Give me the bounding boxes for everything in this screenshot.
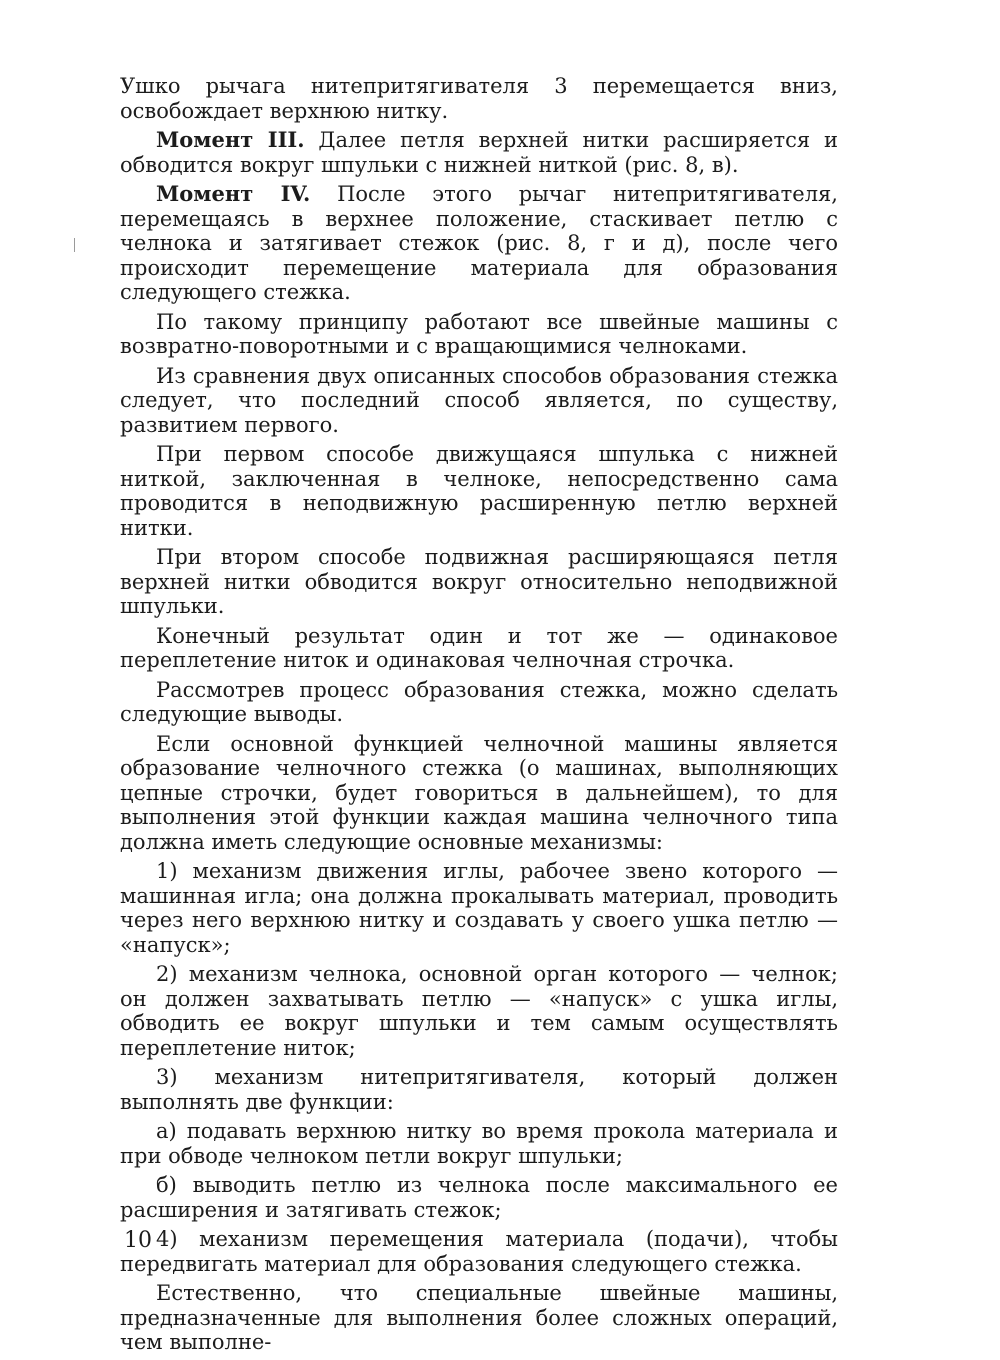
list-item-4: [120, 1227, 838, 1276]
list-item-1: [120, 859, 838, 957]
paragraph-text: Конечный результат один и тот же — одинаковое переплетение ниток и одинаковая челночная строчка.: [120, 623, 838, 672]
paragraph-moment-4: [120, 182, 838, 305]
paragraph-text: Рассмотрев процесс образования стежка, можно сделать следующие выводы.: [120, 677, 838, 726]
paragraph-text: 2) механизм челнока, основной орган которого — челнок; он должен захватывать петлю — «напуск» с ушка иглы, обводить ее вокруг шпульки и тем самым осуществлять переплетение ниток;: [120, 962, 838, 1060]
paragraph-text: б) выводить петлю из челнока после максимального ее расширения и затягивать стежок;: [120, 1173, 838, 1222]
paragraph-4: [120, 364, 838, 438]
paragraph-text: Из сравнения двух описанных способов образования стежка следует, что последний способ является, по существу, развитием первого.: [120, 363, 838, 437]
paragraph-moment-3: [120, 128, 838, 177]
list-subitem-a: [120, 1119, 838, 1168]
paragraph-text: После этого рычаг нитепритягивателя, перемещаясь в верхнее положение, стаскивает петлю с челнока и затягивает стежок (рис. 8, г и д), после чего происходит перемещение материала для образования следующего стежка.: [120, 182, 838, 304]
paragraph-5: [120, 442, 838, 540]
paragraph-0: [120, 74, 838, 123]
paragraph-text: а) подавать верхнюю нитку во время прокола материала и при обводе челноком петли вокруг шпульки;: [120, 1119, 838, 1168]
paragraph-text: Ушко рычага нитепритягивателя 3 перемещается вниз, освобождает верхнюю нитку.: [120, 74, 838, 123]
page-body: [120, 74, 838, 1360]
paragraph-16: [120, 1281, 838, 1355]
paragraph-text: Если основной функцией челночной машины является образование челночного стежка (о машинах, выполняющих цепные строчки, будет говориться в дальнейшем), то для выполнения этой функции каждая машина челночного типа должна иметь следующие основные механизмы:: [120, 731, 838, 854]
paragraph-lead: Момент IV.: [156, 181, 311, 206]
paragraph-text: 4) механизм перемещения материала (подачи), чтобы передвигать материал для образования следующего стежка.: [120, 1227, 838, 1276]
list-item-3: [120, 1065, 838, 1114]
paragraph-text: 1) механизм движения иглы, рабочее звено которого — машинная игла; она должна прокалывать материал, проводить через него верхнюю нитку и создавать у своего ушка петлю — «напуск»;: [120, 859, 838, 957]
paragraph-lead: Момент III.: [156, 127, 305, 152]
paragraph-8: [120, 678, 838, 727]
paragraph-text: Естественно, что специальные швейные машины, предназначенные для выполнения более сложных операций, чем выполне-: [120, 1281, 838, 1354]
paragraph-7: [120, 624, 838, 673]
margin-mark: [74, 238, 75, 252]
paragraph-text: По такому принципу работают все швейные машины с возвратно-поворотными и с вращающимися челноками.: [120, 309, 838, 358]
list-subitem-b: [120, 1173, 838, 1222]
paragraph-6: [120, 545, 838, 619]
paragraph-text: При первом способе движущаяся шпулька с нижней ниткой, заключенная в челноке, непосредственно сама проводится в неподвижную расширенную петлю верхней нитки.: [120, 442, 838, 540]
paragraph-9: [120, 732, 838, 855]
list-item-2: [120, 962, 838, 1060]
paragraph-text: При втором способе подвижная расширяющаяся петля верхней нитки обводится вокруг относительно неподвижной шпульки.: [120, 545, 838, 618]
paragraph-3: [120, 310, 838, 359]
page-number: 10: [124, 1228, 152, 1253]
paragraph-text: 3) механизм нитепритягивателя, который должен выполнять две функции:: [120, 1065, 838, 1114]
paragraph-text: Далее петля верхней нитки расширяется и обводится вокруг шпульки с нижней ниткой (рис. 8, в).: [120, 128, 838, 177]
